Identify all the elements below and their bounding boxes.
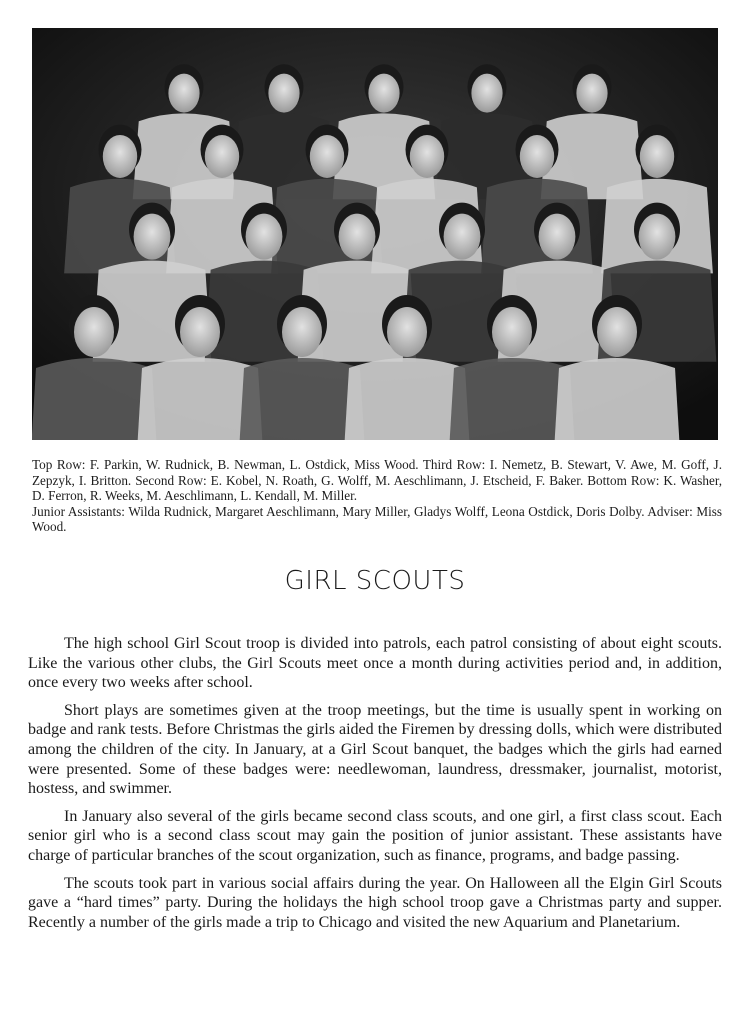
person-face [387, 307, 427, 357]
person-face [492, 307, 532, 357]
person-face [246, 214, 283, 260]
paragraph-2: Short plays are sometimes given at the troop meetings, but the time is usually spent in working on badge and rank tests. Before Christmas the girls aided the Firemen by dressing dolls, which were distributed among the children of the city. In January, at a Girl Scout banquet, the badges which the girls had earned were presented. Some of these badges were: needlewoman, laundress, dressmaker, journalist, motorist, hostess, and swimmer. [28, 701, 722, 798]
person-face [168, 74, 199, 113]
paragraph-3: In January also several of the girls became second class scouts, and one girl, a first class scout. Each senior girl who is a second class scout may gain the position of junior assistant. These assistants have charge of particular branches of the scout organization, such as finance, programs, and badge passing. [28, 807, 722, 864]
photo-caption [32, 457, 722, 535]
person-face [310, 135, 344, 178]
person-face [282, 307, 322, 357]
person-face [339, 214, 376, 260]
person-silhouette [553, 358, 681, 440]
page-title: GIRL SCOUTS [284, 566, 466, 596]
person-face [639, 214, 676, 260]
paragraph-1: The high school Girl Scout troop is divided into patrols, each patrol consisting of about eight scouts. Like the various other clubs, the Girl Scouts meet once a month during activities period and, in addition, once every two weeks after school. [28, 635, 722, 692]
group-photo-icon [32, 28, 718, 440]
article-body [28, 634, 722, 940]
person-face [410, 135, 444, 178]
caption-rows: Top Row: F. Parkin, W. Rudnick, B. Newman, L. Ostdick, Miss Wood. Third Row: I. Nemetz, B. Stewart, V. Awe, M. Goff, J. Zepzyk, I. Britton. Second Row: E. Kobel, N. Roath, G. Wolff, M. Aeschlimann, J. Etscheid, F. Baker. Bottom Row: K. Washer, D. Ferron, R. Weeks, M. Aeschlimann, L. Kendall, M. Miller. [32, 457, 722, 504]
paragraph-4: The scouts took part in various social affairs during the year. On Halloween all the Elgin Girl Scouts gave a “hard times” party. During the holidays the high school troop gave a Christmas party and supper. Recently a number of the girls made a trip to Chicago and visited the new Aquarium and Planetarium. [28, 874, 722, 931]
person-face [134, 214, 171, 260]
caption-assistants: Junior Assistants: Wilda Rudnick, Margaret Aeschlimann, Mary Miller, Gladys Wolff, Leona Ostdick, Doris Dolby. Adviser: Miss Wood. [32, 503, 722, 535]
person-face [576, 74, 607, 113]
person-face [103, 135, 137, 178]
person-face [74, 307, 114, 357]
person-face [268, 74, 299, 113]
person-face [539, 214, 576, 260]
person-face [597, 307, 637, 357]
group-photo [32, 28, 718, 440]
person-face [444, 214, 481, 260]
person-face [205, 135, 239, 178]
person-face [368, 74, 399, 113]
person-face [520, 135, 554, 178]
person-face [471, 74, 502, 113]
person-face [640, 135, 674, 178]
person-face [180, 307, 220, 357]
